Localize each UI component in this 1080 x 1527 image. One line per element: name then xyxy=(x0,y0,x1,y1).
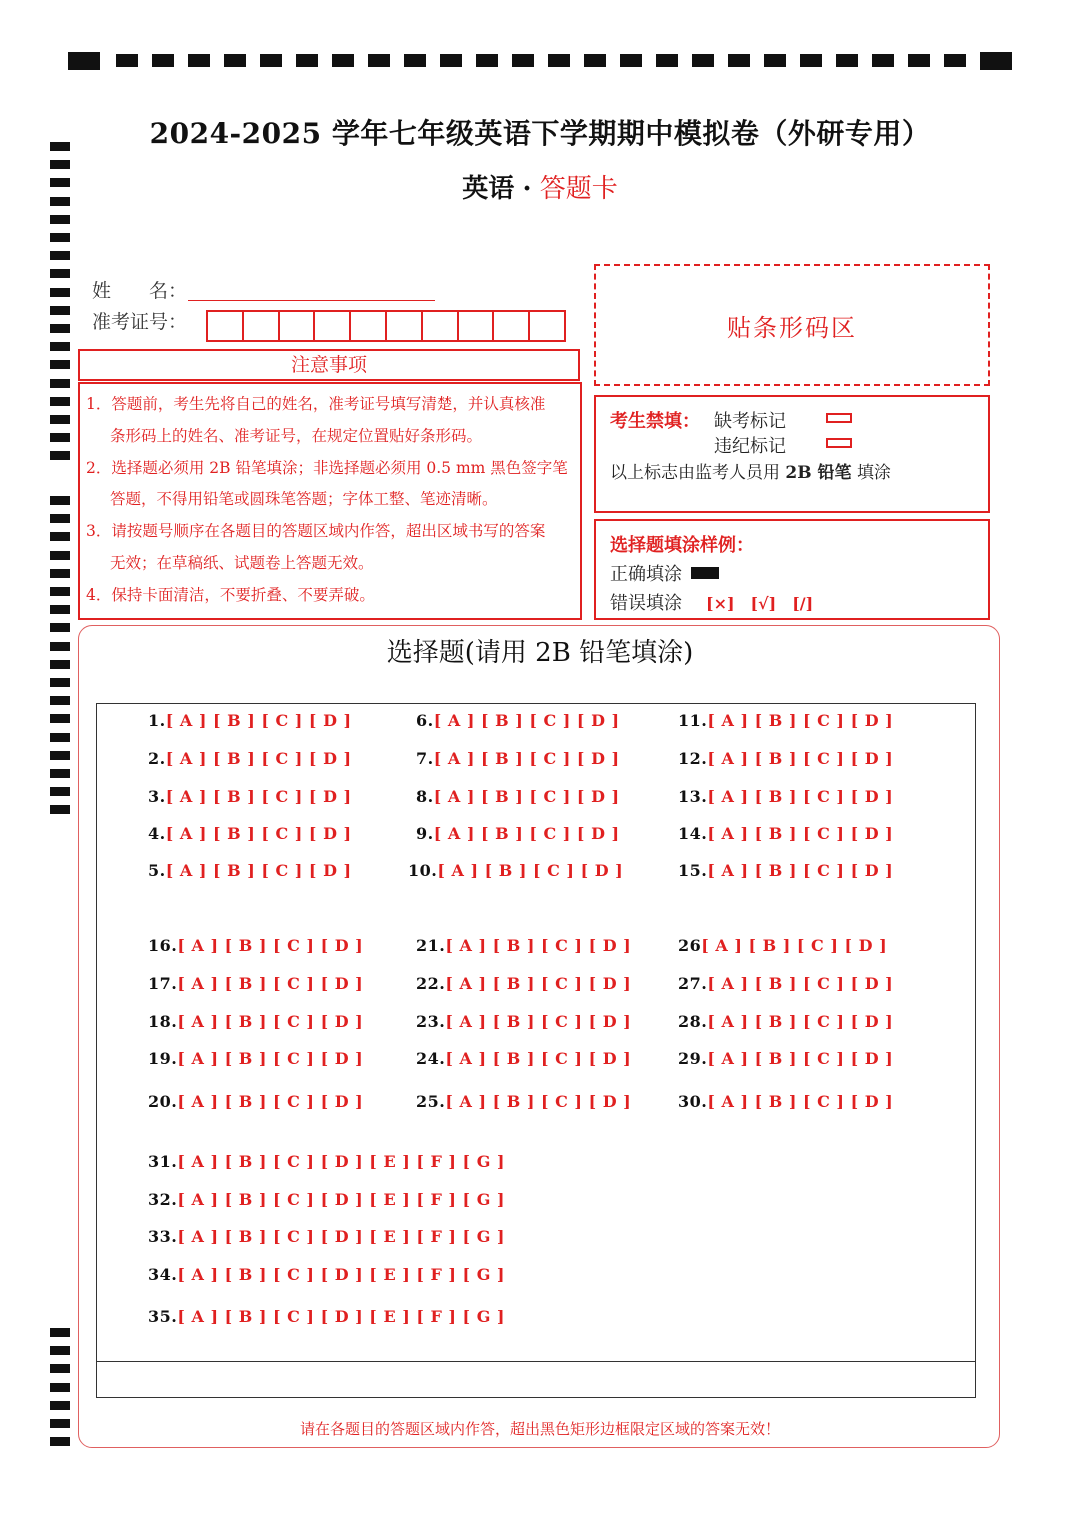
notice-line: 1．答题前，考生先将自己的姓名，准考证号填写清楚，并认真核准 xyxy=(86,395,546,413)
question-number: 27. xyxy=(678,974,708,993)
question-number: 35. xyxy=(148,1307,178,1326)
answer-options[interactable]: [ A ] [ B ] [ C ] [ D ] xyxy=(433,787,620,806)
answer-options[interactable]: [ A ] [ B ] [ C ] [ D ] [ E ] [ F ] [ G ] xyxy=(177,1307,505,1326)
answer-options[interactable]: [ A ] [ B ] [ C ] [ D ] [ E ] [ F ] [ G ] xyxy=(177,1265,505,1284)
answer-options[interactable]: [ A ] [ B ] [ C ] [ D ] xyxy=(177,936,364,955)
question-number: 12. xyxy=(678,749,708,768)
forbid-title: 考生禁填： xyxy=(610,411,700,432)
question-number: 4. xyxy=(148,824,166,843)
question-row xyxy=(416,749,620,768)
answer-options[interactable]: [ A ] [ B ] [ C ] [ D ] xyxy=(445,1049,632,1068)
answer-options[interactable]: [ A ] [ B ] [ C ] [ D ] xyxy=(445,1092,632,1111)
question-row xyxy=(678,824,893,843)
question-row xyxy=(148,1049,363,1068)
question-row xyxy=(678,1012,893,1031)
answer-options[interactable]: [ A ] [ B ] [ C ] [ D ] xyxy=(433,749,620,768)
question-number: 26 xyxy=(678,936,702,955)
question-number: 10. xyxy=(408,861,438,880)
fill-example-title: 选择题填涂样例： xyxy=(610,535,754,556)
footer-note: 请在各题目的答题区域内作答，超出黑色矩形边框限定区域的答案无效！ xyxy=(299,1420,780,1438)
question-row xyxy=(416,936,631,955)
answer-options[interactable]: [ A ] [ B ] [ C ] [ D ] xyxy=(165,861,352,880)
note-prefix: 以上标志由监考人员用 xyxy=(610,463,780,483)
question-row xyxy=(678,749,893,768)
question-number: 20. xyxy=(148,1092,178,1111)
question-row xyxy=(416,711,620,730)
question-number: 28. xyxy=(678,1012,708,1031)
question-row xyxy=(678,787,893,806)
answer-options[interactable]: [ A ] [ B ] [ C ] [ D ] [ E ] [ F ] [ G ] xyxy=(177,1190,505,1209)
question-row xyxy=(408,861,623,880)
question-row xyxy=(678,711,893,730)
question-row xyxy=(148,711,352,730)
answer-options[interactable]: [ A ] [ B ] [ C ] [ D ] xyxy=(177,1012,364,1031)
question-number: 25. xyxy=(416,1092,446,1111)
absent-label: 缺考标记 xyxy=(714,411,786,432)
notice-line: 3．请按题号顺序在各题目的答题区域内作答，超出区域书写的答案 xyxy=(86,522,546,540)
question-row xyxy=(416,824,620,843)
question-row xyxy=(416,1092,631,1111)
answer-options[interactable]: [ A ] [ B ] [ C ] [ D ] xyxy=(177,974,364,993)
barcode-label: 贴条形码区 xyxy=(727,313,857,342)
question-number: 13. xyxy=(678,787,708,806)
notice-line: 4．保持卡面清洁，不要折叠、不要弄破。 xyxy=(86,586,375,604)
question-number: 18. xyxy=(148,1012,178,1031)
wrong-fill-samples: [×] [√] [/] xyxy=(706,594,814,613)
question-row xyxy=(416,1049,631,1068)
answer-options[interactable]: [ A ] [ B ] [ C ] [ D ] xyxy=(701,936,888,955)
notice-line: 无效；在草稿纸、试题卷上答题无效。 xyxy=(110,554,374,572)
answer-options[interactable]: [ A ] [ B ] [ C ] [ D ] xyxy=(707,974,894,993)
wrong-fill-label: 错误填涂 xyxy=(610,593,682,614)
question-number: 29. xyxy=(678,1049,708,1068)
question-number: 1. xyxy=(148,711,166,730)
notice-line: 条形码上的姓名、准考证号，在规定位置贴好条形码。 xyxy=(110,427,483,445)
answer-options[interactable]: [ A ] [ B ] [ C ] [ D ] xyxy=(707,787,894,806)
answer-options[interactable]: [ A ] [ B ] [ C ] [ D ] xyxy=(445,974,632,993)
answer-options[interactable]: [ A ] [ B ] [ C ] [ D ] xyxy=(165,749,352,768)
question-number: 3. xyxy=(148,787,166,806)
answer-options[interactable]: [ A ] [ B ] [ C ] [ D ] xyxy=(177,1049,364,1068)
question-number: 7. xyxy=(416,749,434,768)
question-number: 5. xyxy=(148,861,166,880)
answer-options[interactable]: [ A ] [ B ] [ C ] [ D ] xyxy=(707,1012,894,1031)
note-bold: 2B 铅笔 xyxy=(785,463,852,483)
choice-section-title: 选择题(请用 2B 铅笔填涂) xyxy=(386,638,694,668)
question-number: 2. xyxy=(148,749,166,768)
question-row xyxy=(416,787,620,806)
question-number: 30. xyxy=(678,1092,708,1111)
answer-options[interactable]: [ A ] [ B ] [ C ] [ D ] [ E ] [ F ] [ G ] xyxy=(177,1227,505,1246)
question-number: 32. xyxy=(148,1190,178,1209)
answer-options[interactable]: [ A ] [ B ] [ C ] [ D ] xyxy=(707,1092,894,1111)
name-label: 姓 名： xyxy=(92,280,188,302)
answer-options[interactable]: [ A ] [ B ] [ C ] [ D ] xyxy=(707,824,894,843)
subtitle-subject: 英语 xyxy=(462,174,515,204)
question-row xyxy=(148,1012,363,1031)
answer-options[interactable]: [ A ] [ B ] [ C ] [ D ] xyxy=(433,711,620,730)
question-row xyxy=(148,1152,505,1171)
question-row xyxy=(148,787,352,806)
answer-options[interactable]: [ A ] [ B ] [ C ] [ D ] xyxy=(165,711,352,730)
subtitle-dot: · xyxy=(522,174,532,204)
answer-options[interactable]: [ A ] [ B ] [ C ] [ D ] xyxy=(707,711,894,730)
question-row xyxy=(148,1092,363,1111)
question-row xyxy=(148,936,363,955)
question-row xyxy=(678,1049,893,1068)
correct-fill-label: 正确填涂 xyxy=(610,564,682,585)
question-row xyxy=(678,861,893,880)
question-row xyxy=(416,1012,631,1031)
question-number: 6. xyxy=(416,711,434,730)
question-row xyxy=(416,974,631,993)
answer-options[interactable]: [ A ] [ B ] [ C ] [ D ] xyxy=(177,1092,364,1111)
question-number: 14. xyxy=(678,824,708,843)
answer-options[interactable]: [ A ] [ B ] [ C ] [ D ] xyxy=(433,824,620,843)
question-number: 15. xyxy=(678,861,708,880)
question-number: 17. xyxy=(148,974,178,993)
question-number: 33. xyxy=(148,1227,178,1246)
note-suffix: 填涂 xyxy=(856,463,891,483)
question-row xyxy=(678,936,887,955)
question-row xyxy=(678,1092,893,1111)
answer-options[interactable]: [ A ] [ B ] [ C ] [ D ] xyxy=(445,1012,632,1031)
question-row xyxy=(148,749,352,768)
subtitle-card: 答题卡 xyxy=(539,174,618,204)
answer-options[interactable]: [ A ] [ B ] [ C ] [ D ] xyxy=(707,861,894,880)
question-row xyxy=(148,974,363,993)
answer-options[interactable]: [ A ] [ B ] [ C ] [ D ] xyxy=(445,936,632,955)
question-row xyxy=(148,861,352,880)
answer-options[interactable]: [ A ] [ B ] [ C ] [ D ] xyxy=(165,824,352,843)
question-row xyxy=(148,1307,505,1326)
answer-options[interactable]: [ A ] [ B ] [ C ] [ D ] xyxy=(165,787,352,806)
answer-options[interactable]: [ A ] [ B ] [ C ] [ D ] xyxy=(437,861,624,880)
question-row xyxy=(148,1227,505,1246)
question-number: 21. xyxy=(416,936,446,955)
question-row xyxy=(148,1190,505,1209)
page-title: 2024-2025 学年七年级英语下学期期中模拟卷（外研专用） xyxy=(149,117,931,150)
answer-options[interactable]: [ A ] [ B ] [ C ] [ D ] xyxy=(707,749,894,768)
question-number: 31. xyxy=(148,1152,178,1171)
question-number: 9. xyxy=(416,824,434,843)
question-number: 22. xyxy=(416,974,446,993)
question-number: 23. xyxy=(416,1012,446,1031)
question-number: 19. xyxy=(148,1049,178,1068)
question-number: 8. xyxy=(416,787,434,806)
question-row xyxy=(148,824,352,843)
question-number: 24. xyxy=(416,1049,446,1068)
id-label: 准考证号： xyxy=(92,311,188,333)
notice-title: 注意事项 xyxy=(78,349,580,381)
question-row xyxy=(148,1265,505,1284)
notice-line: 2．选择题必须用 2B 铅笔填涂；非选择题必须用 0.5 mm 黑色签字笔 xyxy=(86,459,568,477)
answer-options[interactable]: [ A ] [ B ] [ C ] [ D ] [ E ] [ F ] [ G ] xyxy=(177,1152,505,1171)
question-number: 34. xyxy=(148,1265,178,1284)
answer-options[interactable]: [ A ] [ B ] [ C ] [ D ] xyxy=(707,1049,894,1068)
question-number: 16. xyxy=(148,936,178,955)
question-row xyxy=(678,974,893,993)
question-number: 11. xyxy=(678,711,708,730)
violation-label: 违纪标记 xyxy=(714,436,786,457)
notice-line: 答题，不得用铅笔或圆珠笔答题；字体工整、笔迹清晰。 xyxy=(110,490,498,508)
